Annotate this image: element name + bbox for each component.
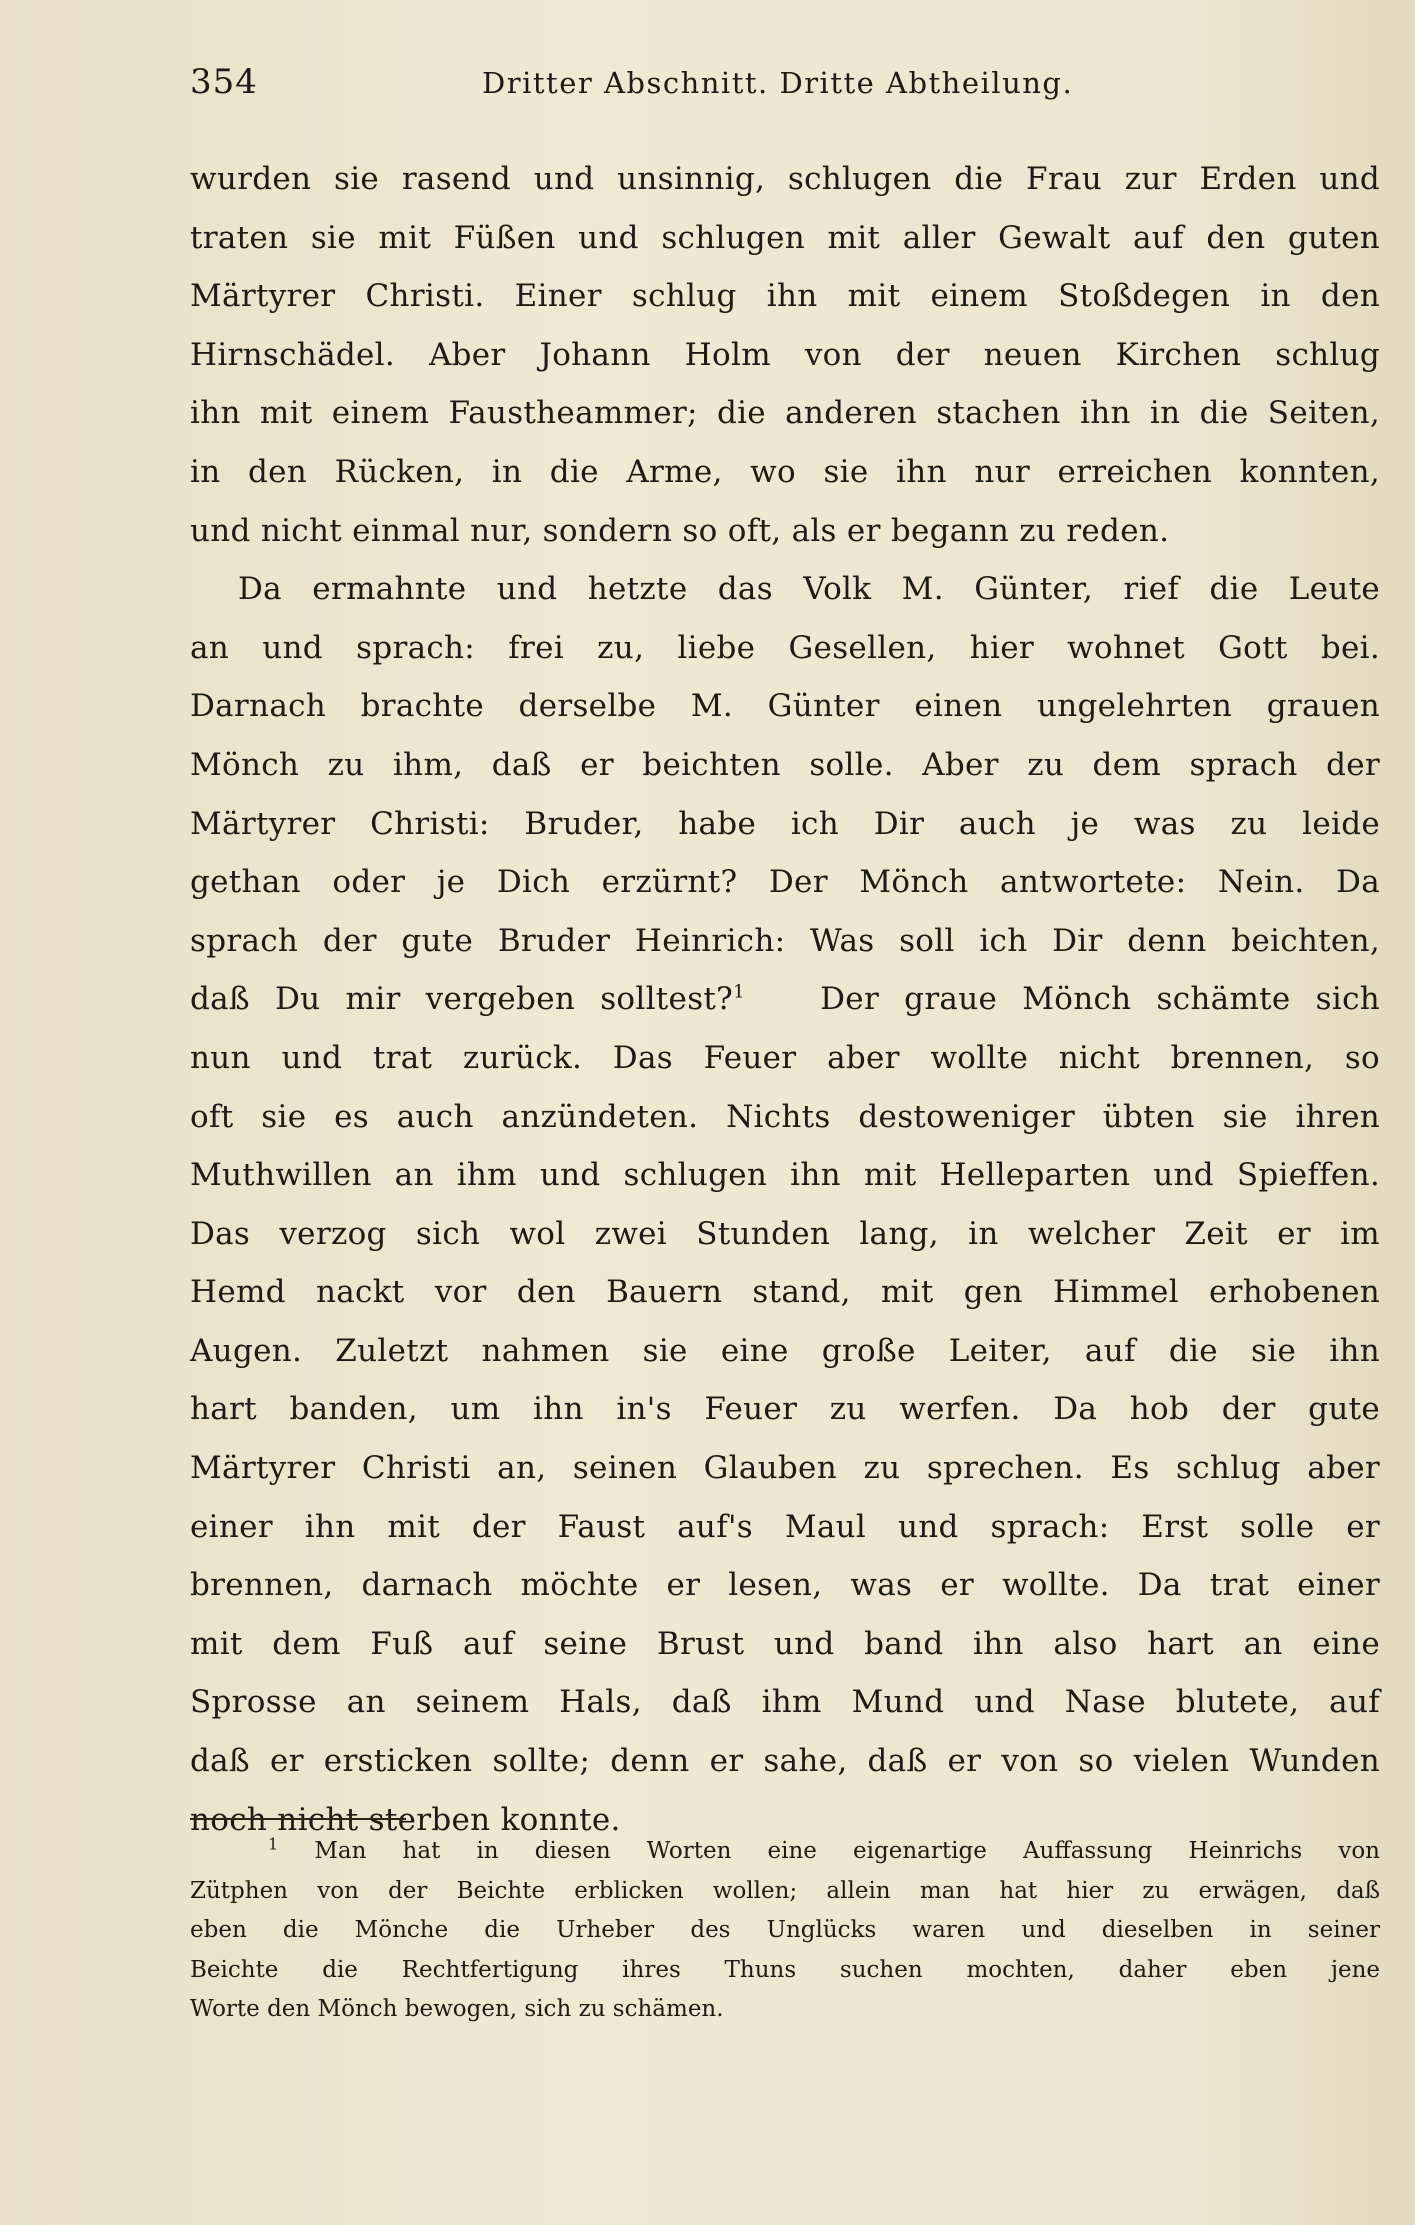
- text-line: wurden sie rasend und unsinnig, schlugen die Frau zur Erden und: [190, 161, 1380, 197]
- text-line: ihn mit einem Faustheammer; die anderen stachen ihn in die Seiten,: [190, 395, 1380, 432]
- footnote-line: Beichte die Rechtfertigung ihres Thuns suchen mochten, daher eben jene: [190, 1956, 1380, 1983]
- text-line: brennen, darnach möchte er lesen, was er wollte. Da trat einer: [190, 1567, 1380, 1604]
- text-line: Märtyrer Christi. Einer schlug ihn mit einem Stoßdegen in den: [190, 278, 1380, 315]
- footnote-reference: 1: [733, 981, 745, 1003]
- text-line: Sprosse an seinem Hals, daß ihm Mund und Nase blutete, auf: [190, 1684, 1380, 1721]
- text-line: Darnach brachte derselbe M. Günter einen ungelehrten grauen: [190, 688, 1380, 725]
- footnote: [190, 1832, 1380, 2030]
- text-line: mit dem Fuß auf seine Brust und band ihn also hart an eine: [190, 1625, 1380, 1662]
- text-segment: daß Du mir vergeben solltest?: [190, 981, 734, 1018]
- text-line: Hirnschädel. Aber Johann Holm von der neuen Kirchen schlug: [190, 336, 1380, 373]
- text-line: und nicht einmal nur, sondern so oft, als er begann zu reden.: [190, 512, 1170, 549]
- text-line: Augen. Zuletzt nahmen sie eine große Leiter, auf die sie ihn: [190, 1332, 1380, 1369]
- text-line: Da ermahnte und hetzte das Volk M. Günter, rief die Leute: [238, 571, 1380, 608]
- footnote-line: eben die Mönche die Urheber des Unglücks waren und dieselben in seiner: [190, 1917, 1380, 1943]
- text-line: hart banden, um ihn in's Feuer zu werfen. Da hob der gute: [190, 1391, 1380, 1428]
- footnote-line: Worte den Mönch bewogen, sich zu schämen.: [190, 1996, 724, 2022]
- footnote-text: Man hat in diesen Worten eine eigenartige Auffassung Heinrichs von: [314, 1838, 1380, 1864]
- text-line: in den Rücken, in die Arme, wo sie ihn nur erreichen konnten,: [190, 453, 1380, 490]
- text-line-with-footnote: [190, 970, 1380, 1029]
- text-line: Märtyrer Christi an, seinen Glauben zu sprechen. Es schlug aber: [190, 1450, 1380, 1487]
- body-text: [190, 150, 1380, 1849]
- footnote-line: [190, 1832, 1380, 1872]
- page-number: 354: [190, 62, 258, 102]
- text-line: Das verzog sich wol zwei Stunden lang, in welcher Zeit er im: [190, 1215, 1380, 1252]
- text-line: nun und trat zurück. Das Feuer aber wollte nicht brennen, so: [190, 1039, 1380, 1076]
- text-line: noch nicht sterben konnte.: [190, 1801, 621, 1838]
- text-line: Hemd nackt vor den Bauern stand, mit gen Himmel erhobenen: [190, 1274, 1380, 1311]
- text-line: an und sprach: frei zu, liebe Gesellen, hier wohnet Gott bei.: [190, 629, 1380, 666]
- text-line: Mönch zu ihm, daß er beichten solle. Aber zu dem sprach der: [190, 746, 1380, 783]
- text-line: traten sie mit Füßen und schlugen mit aller Gewalt auf den guten: [190, 219, 1380, 256]
- page-header: [190, 62, 1390, 122]
- footnote-line: Zütphen von der Beichte erblicken wollen; allein man hat hier zu erwägen, daß: [190, 1877, 1380, 1904]
- text-line: einer ihn mit der Faust auf's Maul und sprach: Erst solle er: [190, 1508, 1380, 1545]
- text-line: gethan oder je Dich erzürnt? Der Mönch antwortete: Nein. Da: [190, 864, 1380, 901]
- text-segment: Der graue Mönch schämte sich: [820, 981, 1380, 1018]
- text-line: oft sie es auch anzündeten. Nichts destoweniger übten sie ihren: [190, 1098, 1380, 1135]
- text-line: daß er ersticken sollte; denn er sahe, daß er von so vielen Wunden: [190, 1743, 1380, 1780]
- footnote-rule: [190, 1818, 406, 1820]
- footnote-marker: 1: [268, 1834, 279, 1854]
- text-line: Muthwillen an ihm und schlugen ihn mit Helleparten und Spieffen.: [190, 1157, 1380, 1194]
- running-head: Dritter Abschnitt. Dritte Abtheilung.: [482, 66, 1074, 100]
- text-line: sprach der gute Bruder Heinrich: Was soll ich Dir denn beichten,: [190, 922, 1380, 959]
- text-line: Märtyrer Christi: Bruder, habe ich Dir auch je was zu leide: [190, 805, 1380, 842]
